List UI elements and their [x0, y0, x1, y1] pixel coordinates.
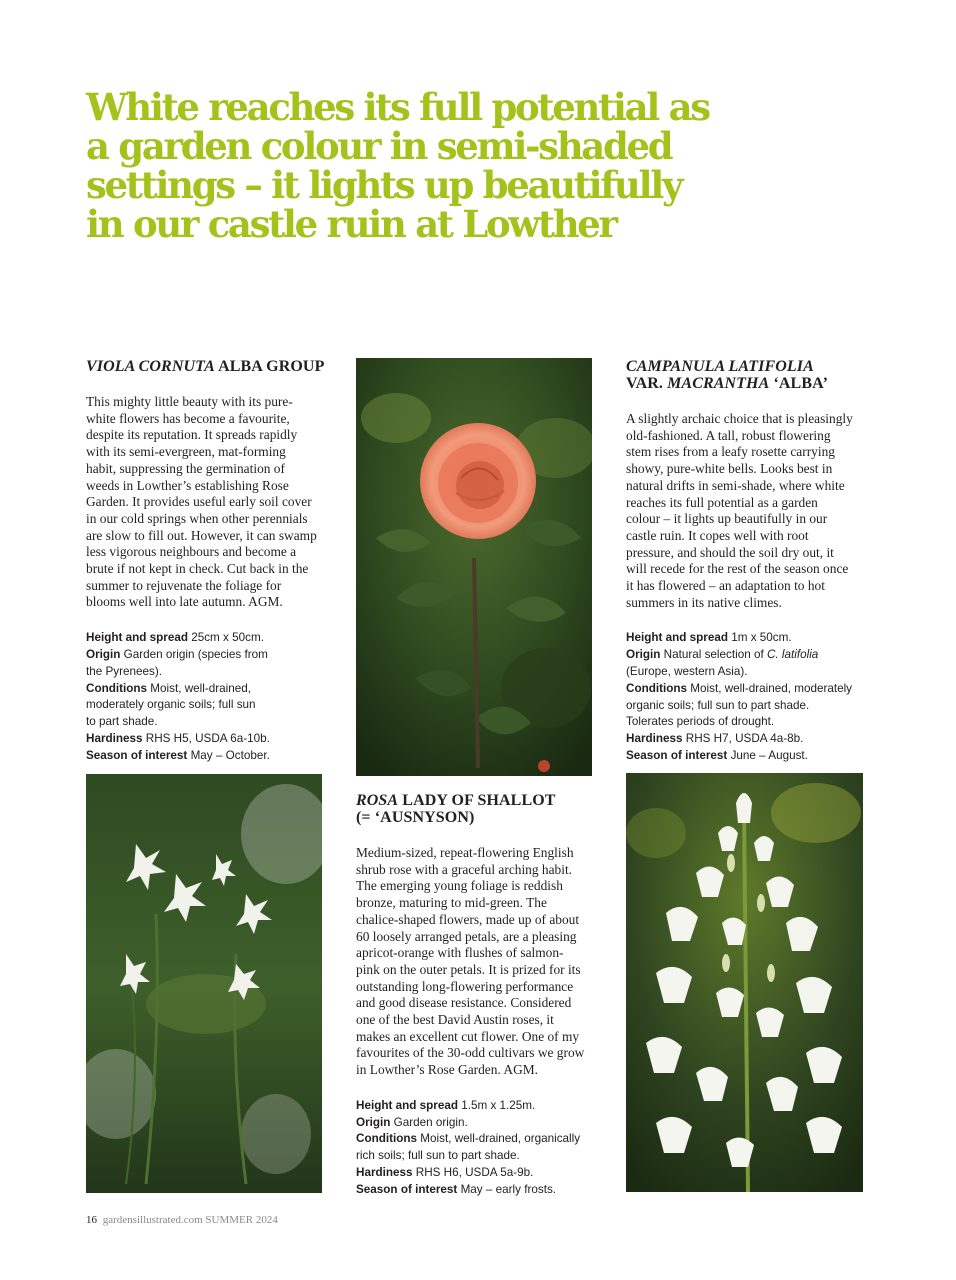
headline-line: settings – it lights up beautifully: [86, 163, 682, 207]
body-line: summers in its native climes.: [626, 594, 782, 610]
pull-quote-headline: [86, 85, 709, 246]
plant-entry-viola: [86, 358, 326, 765]
fact-height: [356, 1098, 596, 1115]
fact-label: Season of interest: [626, 749, 728, 763]
fact-height: [86, 630, 326, 647]
fact-value: the Pyrenees).: [86, 664, 163, 678]
fact-value: 1.5m x 1.25m.: [457, 1098, 536, 1112]
body-line: blooms well into late autumn. AGM.: [86, 594, 283, 610]
fact-label: Season of interest: [86, 748, 188, 762]
footer-issue: SUMMER 2024: [205, 1214, 278, 1226]
fact-label: Hardiness: [356, 1166, 413, 1180]
fact-origin: [86, 647, 326, 664]
plant-title: [86, 358, 326, 375]
body-line: colour – it lights up beautifully in our: [626, 511, 828, 527]
body-line: pressure, and should the soil dry out, it: [626, 544, 834, 560]
body-line: white flowers has become a favourite,: [86, 410, 290, 426]
campanula-photo: [626, 773, 863, 1192]
body-line: in our cold springs when other perennials: [86, 510, 308, 526]
body-line: brute if not kept in check. Cut back in the: [86, 561, 309, 577]
headline-line: White reaches its full potential as: [86, 85, 709, 129]
body-line: chalice-shaped flowers, made up of about: [356, 911, 580, 927]
body-line: despite its reputation. It spreads rapidly: [86, 427, 298, 443]
plant-title: [626, 358, 870, 392]
body-line: weeds in Lowther’s establishing Rose: [86, 477, 289, 493]
fact-value: Moist, well-drained, organically: [417, 1132, 581, 1146]
fact-season: [626, 748, 870, 765]
body-line: A slightly archaic choice that is pleasingly: [626, 411, 853, 426]
plant-facts: [86, 630, 326, 764]
fact-value: to part shade.: [86, 715, 158, 729]
fact-conditions: [86, 681, 326, 698]
fact-origin: [356, 1115, 596, 1132]
fact-value: organic soils; full sun to part shade.: [626, 698, 810, 712]
fact-value: Natural selection of: [660, 648, 767, 662]
body-line: are slow to fill out. However, it can swamp: [86, 527, 317, 543]
body-line: summer to rejuvenate the foliage for: [86, 577, 282, 593]
fact-value: Moist, well-drained, moderately: [687, 681, 853, 695]
fact-value: RHS H5, USDA 6a-10b.: [142, 731, 270, 745]
body-line: 60 loosely arranged petals, are a pleasing: [356, 928, 577, 944]
fact-hardiness: [356, 1165, 596, 1182]
body-line: outstanding long-flowering performance: [356, 978, 574, 994]
fact-season: [86, 748, 326, 765]
fact-label: Conditions: [356, 1132, 418, 1146]
headline-line: a garden colour in semi-shaded: [86, 124, 672, 168]
fact-height: [626, 630, 870, 647]
page-number: 16: [86, 1214, 97, 1226]
fact-value: RHS H7, USDA 4a-8b.: [682, 732, 804, 746]
body-line: showy, pure-white bells. Looks best in: [626, 461, 833, 477]
fact-label: Origin: [626, 648, 661, 662]
page-footer: [86, 1214, 278, 1226]
plant-facts: [626, 630, 870, 764]
body-line: it has flowered – an adaptation to hot: [626, 578, 825, 594]
body-line: favourites of the 30-odd cultivars we grow: [356, 1045, 585, 1061]
plant-title-rest: VAR.: [626, 375, 668, 392]
body-line: shrub rose with a graceful arching habit.: [356, 861, 573, 877]
plant-title-italic: CAMPANULA LATIFOLIA: [626, 358, 814, 375]
plant-title-rest: LADY OF SHALLOT: [398, 792, 556, 809]
body-line: old-fashioned. A tall, robust flowering: [626, 427, 831, 443]
fact-label: Hardiness: [86, 731, 143, 745]
body-line: habit, suppressing the germination of: [86, 460, 285, 476]
fact-value: Garden origin (species from: [120, 647, 268, 661]
plant-title-rest: ALBA GROUP: [214, 358, 325, 375]
body-line: bronze, maturing to mid-green. The: [356, 895, 547, 911]
fact-origin: [626, 647, 870, 664]
fact-value: (Europe, western Asia).: [626, 665, 748, 679]
fact-value: May – October.: [187, 748, 270, 762]
body-line: natural drifts in semi-shade, where white: [626, 477, 845, 493]
body-line: Medium-sized, repeat-flowering English: [356, 845, 574, 860]
viola-photo: [86, 774, 322, 1193]
fact-label: Height and spread: [626, 631, 728, 645]
plant-description: [626, 411, 870, 611]
plant-title-italic: MACRANTHA: [667, 375, 770, 392]
body-line: reaches its full potential as a garden: [626, 494, 818, 510]
fact-value: Garden origin.: [390, 1115, 468, 1129]
fact-value: rich soils; full sun to part shade.: [356, 1149, 520, 1163]
headline-line: in our castle ruin at Lowther: [86, 202, 616, 246]
body-line: stem rises from a leafy rosette carrying: [626, 444, 835, 460]
body-line: makes an excellent cut flower. One of my: [356, 1028, 580, 1044]
plant-description: [86, 394, 326, 611]
plant-title-cultivar: (= ‘AUSNYSON): [356, 809, 475, 826]
body-line: less vigorous neighbours and become a: [86, 544, 297, 560]
plant-title-rest: ‘ALBA’: [769, 375, 828, 392]
body-line: with its semi-evergreen, mat-forming: [86, 444, 286, 460]
body-line: castle ruin. It copes well with root: [626, 527, 809, 543]
body-line: one of the best David Austin roses, it: [356, 1012, 554, 1028]
body-line: This mighty little beauty with its pure-: [86, 394, 293, 409]
fact-hardiness: [626, 731, 870, 748]
fact-label: Season of interest: [356, 1182, 458, 1196]
fact-value: RHS H6, USDA 5a-9b.: [412, 1166, 534, 1180]
plant-title: [356, 792, 596, 826]
body-line: Garden. It provides useful early soil cover: [86, 494, 312, 510]
footer-site: gardensillustrated.com: [102, 1214, 203, 1226]
fact-label: Conditions: [626, 681, 688, 695]
body-line: and good disease resistance. Considered: [356, 995, 572, 1011]
body-line: pink on the outer petals. It is prized for its: [356, 961, 581, 977]
plant-title-italic: ROSA: [356, 792, 399, 809]
fact-label: Hardiness: [626, 732, 683, 746]
fact-conditions: [626, 681, 870, 698]
rose-photo: [356, 358, 592, 776]
plant-description: [356, 845, 596, 1079]
fact-value: Moist, well-drained,: [147, 681, 251, 695]
fact-value: 1m x 50cm.: [727, 631, 792, 645]
fact-value: Tolerates periods of drought.: [626, 715, 775, 729]
body-line: apricot-orange with flushes of salmon-: [356, 945, 564, 961]
fact-value-italic: C. latifolia: [766, 648, 819, 662]
body-line: The emerging young foliage is reddish: [356, 878, 563, 894]
fact-label: Origin: [86, 647, 121, 661]
fact-hardiness: [86, 731, 326, 748]
body-line: will recede for the rest of the season once: [626, 561, 849, 577]
body-line: in Lowther’s Rose Garden. AGM.: [356, 1062, 538, 1078]
fact-value: June – August.: [727, 749, 808, 763]
fact-value: moderately organic soils; full sun: [86, 698, 256, 712]
fact-value: May – early frosts.: [457, 1182, 557, 1196]
fact-label: Height and spread: [356, 1098, 458, 1112]
plant-facts: [356, 1098, 596, 1199]
plant-entry-campanula: [626, 358, 870, 765]
plant-title-italic: VIOLA CORNUTA: [86, 358, 215, 375]
fact-label: Origin: [356, 1115, 391, 1129]
plant-entry-rosa: [356, 792, 596, 1199]
fact-value: 25cm x 50cm.: [187, 631, 264, 645]
fact-season: [356, 1182, 596, 1199]
fact-label: Conditions: [86, 681, 148, 695]
fact-label: Height and spread: [86, 631, 188, 645]
fact-conditions: [356, 1131, 596, 1148]
